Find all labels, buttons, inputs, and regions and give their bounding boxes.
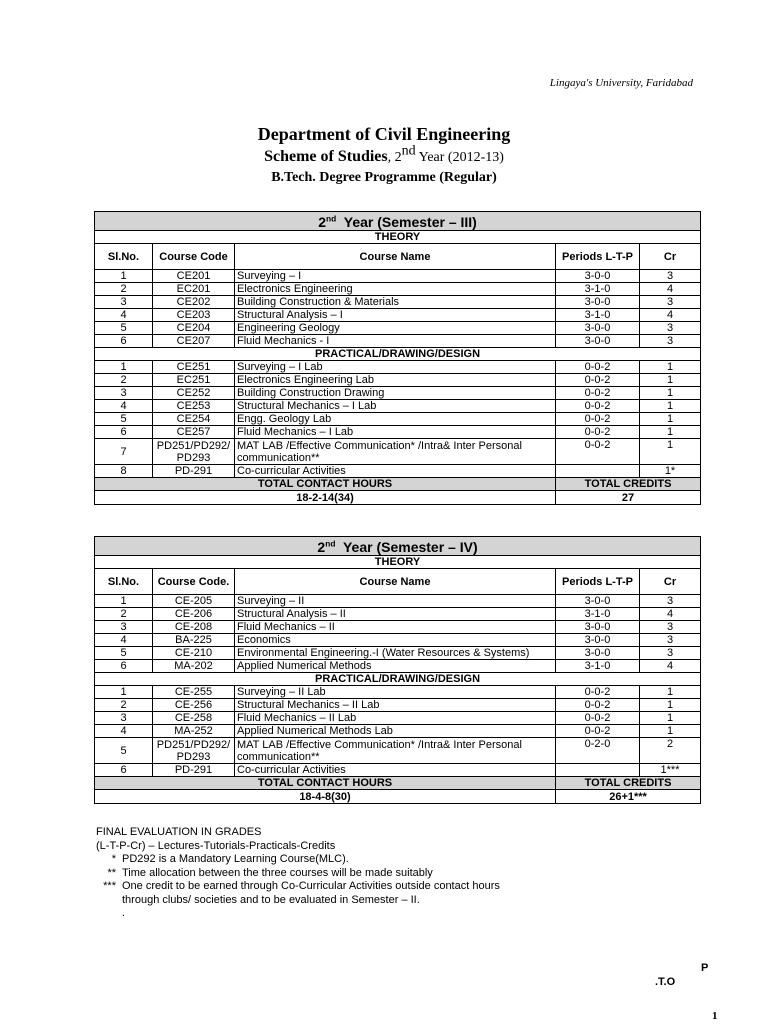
note-mark: *** [103,880,116,892]
credits: 1 [640,374,701,387]
total-credits-value: 27 [556,491,701,505]
periods: 0-0-2 [556,413,640,426]
periods-header: Periods L-T-P [556,244,640,270]
course-row [95,712,701,725]
course-code: EC201 [153,283,235,296]
scheme-title [0,143,768,166]
semester-heading [95,212,701,231]
course-row [95,634,701,647]
course-name: Co-curricular Activities [235,465,556,478]
note-mark [96,894,116,908]
column-header-row [95,569,701,595]
total-credits-label: TOTAL CREDITS [556,777,701,790]
course-code: CE257 [153,426,235,439]
page-number: 1 [712,1010,718,1022]
practical-band-row [95,348,701,361]
credits: 1 [640,426,701,439]
totals-label-row [95,478,701,491]
periods: 3-1-0 [556,660,640,673]
total-contact-hours-value: 18-2-14(34) [95,491,556,505]
practical-band-row [95,673,701,686]
course-row [95,738,701,764]
semester-title: Year (Semester – IV) [335,538,478,555]
semester-year-num: 2 [318,213,326,230]
periods: 0-0-2 [556,439,640,465]
sl-no: 3 [95,712,153,725]
credits-header: Cr [640,244,701,270]
course-name: Applied Numerical Methods [235,660,556,673]
sl-no: 2 [95,374,153,387]
sl-no: 6 [95,426,153,439]
credits: 3 [640,322,701,335]
course-row [95,322,701,335]
credits: 3 [640,647,701,660]
sl-no: 5 [95,413,153,426]
course-row [95,283,701,296]
periods: 0-0-2 [556,699,640,712]
course-code: MA-252 [153,725,235,738]
note-text: . [122,907,126,919]
credits: 1 [640,361,701,374]
periods: 3-0-0 [556,296,640,309]
department-title: Department of Civil Engineering [257,124,511,144]
credits: 4 [640,660,701,673]
credits: 3 [640,296,701,309]
periods: 0-0-2 [556,725,640,738]
sl-no: 6 [95,335,153,348]
credits: 1 [640,439,701,465]
course-row [95,426,701,439]
semester-heading-row [95,212,701,231]
course-code: CE254 [153,413,235,426]
credits: 1 [640,725,701,738]
course-name: Structural Analysis – II [235,608,556,621]
course-row [95,439,701,465]
course-name: Surveying – II [235,595,556,608]
course-name: MAT LAB /Effective Communication* /Intra& Inter Personal communication** [235,439,556,465]
credits: 3 [640,634,701,647]
periods: 3-0-0 [556,647,640,660]
note-mark: * [111,853,116,865]
course-row [95,595,701,608]
total-contact-hours-label: TOTAL CONTACT HOURS [95,478,556,491]
course-row [95,270,701,283]
scheme-year-rest: Year (2012-13) [415,150,504,165]
sl-no: 2 [95,283,153,296]
note-mark: ** [107,866,116,879]
semester-heading-row [95,537,701,556]
course-name: MAT LAB /Effective Communication* /Intra& Inter Personal communication** [235,738,556,764]
course-row [95,400,701,413]
total-contact-hours-value: 18-4-8(30) [95,790,556,804]
notes-line-1: FINAL EVALUATION IN GRADES [96,826,262,838]
pto-to: .T.O [655,976,676,988]
course-name: Fluid Mechanics – I Lab [235,426,556,439]
course-name-header: Course Name [235,244,556,270]
periods: 0-0-2 [556,374,640,387]
sl-no: 7 [95,439,153,465]
periods: 3-0-0 [556,621,640,634]
course-row [95,413,701,426]
course-name: Electronics Engineering Lab [235,374,556,387]
sl-no: 1 [95,595,153,608]
course-code: CE-208 [153,621,235,634]
total-contact-hours-label: TOTAL CONTACT HOURS [95,777,556,790]
note-text: Time allocation between the three courses will be made suitably [122,866,433,879]
note-item [96,853,500,867]
scheme-year-num: 2 [394,150,402,165]
sl-no: 1 [95,270,153,283]
course-row [95,361,701,374]
semester-year-sup: nd [325,537,336,548]
note-text: through clubs/ societies and to be evaluated in Semester – II. [122,893,420,906]
course-name: Building Construction Drawing [235,387,556,400]
course-code: CE-205 [153,595,235,608]
periods: 0-0-2 [556,361,640,374]
course-code: CE207 [153,335,235,348]
course-row [95,686,701,699]
course-name: Structural Analysis – I [235,309,556,322]
note-item [96,907,500,921]
course-row [95,309,701,322]
course-name: Structural Mechanics – I Lab [235,400,556,413]
course-code: PD-291 [153,764,235,777]
scheme-sep: , [387,150,395,165]
course-code-header: Course Code [153,244,235,270]
semester-iii-table [94,211,701,505]
course-code: CE252 [153,387,235,400]
sl-no-header: Sl.No. [95,569,153,595]
university-name: Lingaya's University, Faridabad [549,77,693,89]
credits: 3 [640,621,701,634]
course-name: Fluid Mechanics – II [235,621,556,634]
periods: 0-2-0 [556,738,640,764]
credits: 4 [640,283,701,296]
sl-no: 5 [95,322,153,335]
course-row [95,335,701,348]
course-code: CE-255 [153,686,235,699]
course-name: Environmental Engineering.-I (Water Resources & Systems) [235,647,556,660]
course-row [95,764,701,777]
course-code: CE-206 [153,608,235,621]
total-credits-label: TOTAL CREDITS [556,478,701,491]
course-name: Engineering Geology [235,322,556,335]
sl-no: 2 [95,608,153,621]
credits: 1 [640,712,701,725]
periods: 0-0-2 [556,400,640,413]
credits: 4 [640,608,701,621]
practical-label: PRACTICAL/DRAWING/DESIGN [95,348,701,361]
practical-label: PRACTICAL/DRAWING/DESIGN [95,673,701,686]
periods: 3-1-0 [556,608,640,621]
notes-line-2: (L-T-P-Cr) – Lectures-Tutorials-Practicals-Credits [96,839,336,852]
sl-no: 2 [95,699,153,712]
course-row [95,296,701,309]
theory-label: THEORY [95,231,701,244]
course-row [95,374,701,387]
course-code: PD251/PD292/ PD293 [153,738,235,764]
note-items [96,853,500,921]
notes [96,826,500,921]
sl-no: 4 [95,309,153,322]
semester-year-num: 2 [317,538,326,555]
credits: 1 [640,413,701,426]
course-name: Structural Mechanics – II Lab [235,699,556,712]
credits: 3 [640,335,701,348]
periods: 3-1-0 [556,283,640,296]
course-name: Surveying – I [235,270,556,283]
credits: 1 [640,400,701,413]
totals-value-row [95,491,701,505]
credits: 1 [640,686,701,699]
course-name: Co-curricular Activities [235,764,556,777]
course-name-header: Course Name [235,569,556,595]
periods: 0-0-2 [556,387,640,400]
course-row [95,621,701,634]
periods [556,465,640,478]
course-code: CE202 [153,296,235,309]
course-code: CE204 [153,322,235,335]
note-item [96,880,500,894]
course-code: PD251/PD292/ PD293 [153,439,235,465]
course-code: CE253 [153,400,235,413]
periods-header: Periods L-T-P [556,569,640,595]
semester-heading [95,537,701,556]
theory-label: THEORY [95,556,701,569]
sl-no: 6 [95,660,153,673]
sl-no: 3 [95,621,153,634]
course-name: Applied Numerical Methods Lab [235,725,556,738]
credits: 4 [640,309,701,322]
periods: 3-0-0 [556,634,640,647]
note-text: PD292 is a Mandatory Learning Course(MLC). [122,853,349,865]
course-row [95,660,701,673]
course-name: Surveying – II Lab [235,686,556,699]
credits: 1* [640,465,701,478]
sl-no: 3 [95,296,153,309]
course-row [95,465,701,478]
total-credits-value: 26+1*** [556,790,701,804]
course-code: MA-202 [153,660,235,673]
course-code: CE203 [153,309,235,322]
semester-title: Year (Semester – III) [336,213,477,230]
sl-no: 3 [95,387,153,400]
course-name: Surveying – I Lab [235,361,556,374]
sl-no: 8 [95,465,153,478]
theory-band-row [95,231,701,244]
course-name: Electronics Engineering [235,283,556,296]
sl-no: 6 [95,764,153,777]
note-item [96,867,500,881]
periods: 3-0-0 [556,322,640,335]
course-name: Economics [235,634,556,647]
scheme-year-sup: nd [401,143,416,159]
periods: 3-0-0 [556,270,640,283]
course-code: CE251 [153,361,235,374]
sl-no: 1 [95,361,153,374]
course-code: CE-210 [153,647,235,660]
totals-value-row [95,790,701,804]
credits: 1 [640,699,701,712]
periods: 0-0-2 [556,426,640,439]
course-row [95,699,701,712]
credits: 2 [640,738,701,764]
course-code: PD-291 [153,465,235,478]
sl-no: 1 [95,686,153,699]
course-code: CE-258 [153,712,235,725]
semester-year-sup: nd [326,212,337,223]
note-mark [96,907,116,921]
course-code: CE-256 [153,699,235,712]
note-item [96,894,500,908]
course-row [95,725,701,738]
course-name: Building Construction & Materials [235,296,556,309]
periods: 0-0-2 [556,712,640,725]
periods [556,764,640,777]
credits: 3 [640,270,701,283]
course-row [95,387,701,400]
credits: 1*** [640,764,701,777]
course-row [95,608,701,621]
semester-iv-table [94,536,701,804]
sl-no: 4 [95,725,153,738]
scheme-label: Scheme of Studies [264,148,388,165]
credits: 3 [640,595,701,608]
note-text: One credit to be earned through Co-Curricular Activities outside contact hours [122,880,500,892]
sl-no: 4 [95,634,153,647]
periods: 3-1-0 [556,309,640,322]
column-header-row [95,244,701,270]
course-name: Engg. Geology Lab [235,413,556,426]
credits-header: Cr [640,569,701,595]
course-row [95,647,701,660]
credits: 1 [640,387,701,400]
sl-no: 5 [95,738,153,764]
sl-no: 5 [95,647,153,660]
course-code: CE201 [153,270,235,283]
totals-label-row [95,777,701,790]
sl-no: 4 [95,400,153,413]
course-name: Fluid Mechanics - I [235,335,556,348]
programme-title: B.Tech. Degree Programme (Regular) [271,170,497,185]
course-code: BA-225 [153,634,235,647]
course-name: Fluid Mechanics – II Lab [235,712,556,725]
periods: 0-0-2 [556,686,640,699]
periods: 3-0-0 [556,335,640,348]
periods: 3-0-0 [556,595,640,608]
theory-band-row [95,556,701,569]
pto-p: P [701,962,709,974]
course-code: EC251 [153,374,235,387]
sl-no-header: Sl.No. [95,244,153,270]
course-code-header: Course Code. [153,569,235,595]
